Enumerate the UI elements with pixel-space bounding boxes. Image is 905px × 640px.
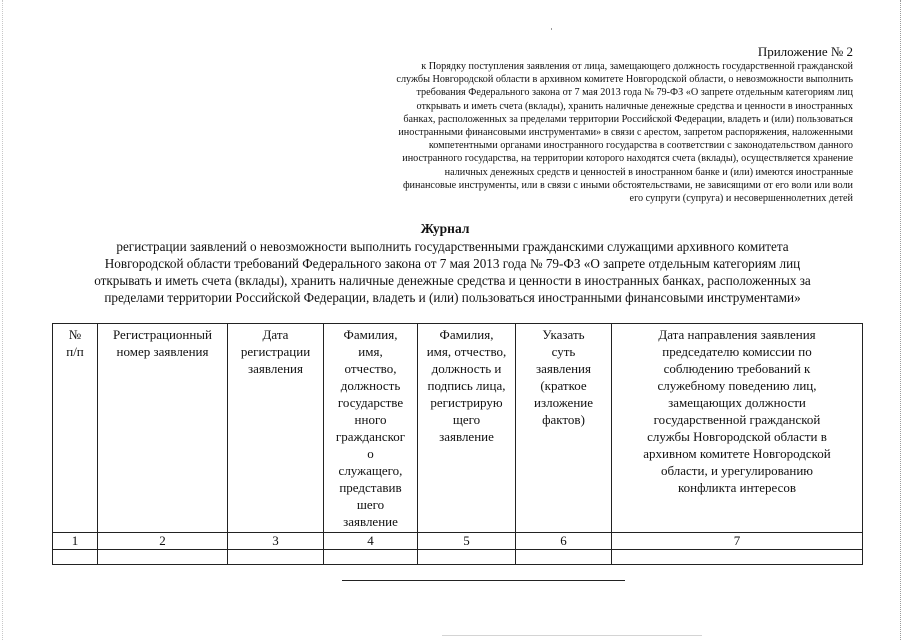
column-number: 5 <box>418 533 516 550</box>
order-line: иностранными финансовыми инструментами» в связи с арестом, запретом распоряжения, наложенными <box>398 127 853 139</box>
table-cell <box>324 550 418 565</box>
order-line: иностранного государства, на территории которого находятся счета (вклады), осуществляется хранение <box>402 153 853 165</box>
table-number-row <box>53 533 863 550</box>
order-line: к Порядку поступления заявления от лица, замещающего должность государственной гражданской <box>421 61 853 72</box>
column-header: Фамилия, имя, отчество, должность государстве нного гражданског о служащего, представив шего заявление <box>324 324 418 533</box>
journal-description-line: Новгородской области требований Федерального закона от 7 мая 2013 года № 79-ФЗ «О запрете отдельным категориям лиц <box>104 256 801 271</box>
table-cell <box>612 550 863 565</box>
order-line: требования Федерального закона от 7 мая 2013 года № 79-ФЗ «О запрете отдельным категориям лиц <box>416 87 853 99</box>
column-number: 3 <box>228 533 324 550</box>
column-header: № п/п <box>53 324 98 533</box>
column-number: 2 <box>98 533 228 550</box>
table-cell <box>98 550 228 565</box>
order-line: его супруги (супруга) и несовершеннолетних детей <box>629 193 853 205</box>
journal-description-line: регистрации заявлений о невозможности выполнить государственными гражданскими служащими архивного комитета <box>116 239 789 254</box>
journal-description-line: пределами территории Российской Федерации, владеть и (или) пользоваться иностранными финансовыми инструментами» <box>104 290 801 305</box>
column-header: Фамилия, имя, отчество, должность и подпись лица, регистрирую щего заявление <box>418 324 516 533</box>
registration-table <box>52 323 863 565</box>
journal-title: Журнал <box>420 221 470 236</box>
table-row <box>53 550 863 565</box>
table-header-row <box>53 324 863 533</box>
table-cell <box>516 550 612 565</box>
appendix-label: Приложение № 2 <box>757 44 853 59</box>
journal-description <box>40 238 865 306</box>
scan-speck <box>551 28 552 30</box>
order-line: наличных денежных средств и ценностей в иностранном банке и (или) имеются иностранные <box>444 166 853 178</box>
column-number: 4 <box>324 533 418 550</box>
column-header: Дата регистрации заявления <box>228 324 324 533</box>
order-line: службы Новгородской области в архивном комитете Новгородской области, о невозможности выполнить <box>396 74 853 86</box>
column-header: Регистрационный номер заявления <box>98 324 228 533</box>
journal-description-line: открывать и иметь счета (вклады), хранить наличные денежные средства и ценности в иностранных банках, расположенных за <box>94 273 811 288</box>
table-cell <box>418 550 516 565</box>
order-line: компетентными органами иностранного государства в соответствии с законодательством данного <box>428 140 853 152</box>
scan-edge-right <box>900 0 901 640</box>
column-number: 1 <box>53 533 98 550</box>
column-header: Указать суть заявления (краткое изложение фактов) <box>516 324 612 533</box>
closing-rule <box>342 580 625 581</box>
column-number: 7 <box>612 533 863 550</box>
order-line: финансовые инструменты, или в связи с иными обстоятельствами, не зависящими от его воли или воли <box>402 179 853 191</box>
order-line: банках, расположенных за пределами территории Российской Федерации, владеть и (или) пользоваться <box>403 113 853 125</box>
order-reference <box>263 60 853 205</box>
table-cell <box>228 550 324 565</box>
table-cell <box>53 550 98 565</box>
scan-edge-left <box>2 0 3 640</box>
column-number: 6 <box>516 533 612 550</box>
column-header: Дата направления заявления председателю комиссии по соблюдению требований к служебному поведению лиц, замещающих должности государственной гражданской службы Новгородской области в архивном комитете Новгородской области, и урегулированию конфликта интересов <box>612 324 863 533</box>
order-line: открывать и иметь счета (вклады), хранить наличные денежные средства и ценности в иностранных <box>416 100 853 112</box>
scan-speck <box>442 635 702 636</box>
